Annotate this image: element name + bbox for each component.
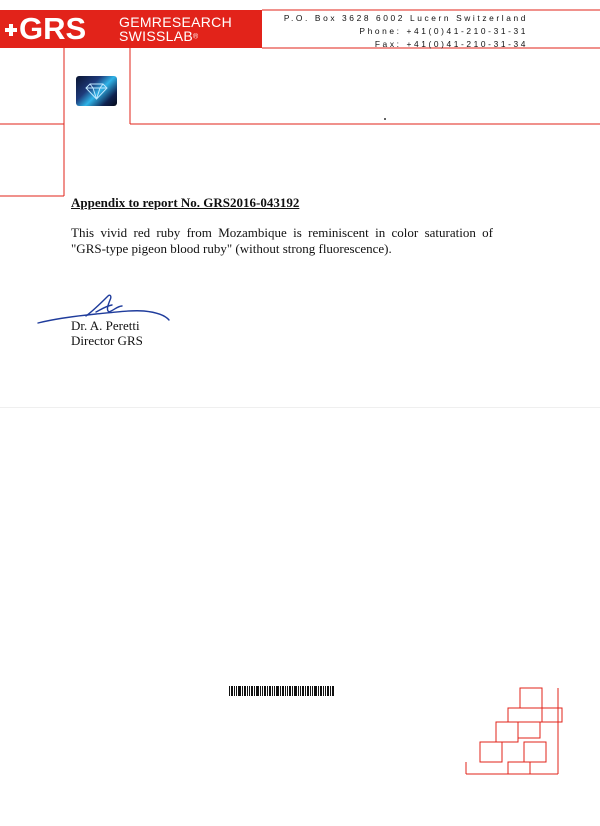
signer-name: Dr. A. Peretti <box>71 318 140 333</box>
diamond-hologram-icon <box>76 76 117 106</box>
fold-line <box>0 407 600 408</box>
swiss-cross-icon <box>5 24 17 36</box>
corner-cross-pattern <box>466 688 562 774</box>
phone-line: Phone: +41(0)41-210-31-31 <box>359 26 528 36</box>
appendix-content <box>71 195 493 257</box>
registered-mark: ® <box>192 33 199 41</box>
address-line: P.O. Box 3628 6002 Lucern Switzerland <box>283 13 528 23</box>
barcode <box>229 686 334 696</box>
logo-subtitle <box>119 15 232 44</box>
appendix-body: This vivid red ruby from Mozambique is reminiscent in color saturation of "GRS-type pigeon blood ruby" (without strong fluorescence). <box>71 225 493 256</box>
fax-line: Fax: +41(0)41-210-31-34 <box>374 39 528 49</box>
speck <box>384 118 386 120</box>
logo-line-gemresearch: GEMRESEARCH <box>119 14 232 30</box>
grs-logo: GRS <box>19 11 87 46</box>
address-block <box>270 12 528 51</box>
logo-line-swisslab: SWISSLAB <box>119 28 193 44</box>
signer-block <box>71 318 143 348</box>
appendix-heading: Appendix to report No. GRS2016-043192 <box>71 195 300 210</box>
brand-header-bar <box>0 10 262 48</box>
signer-title: Director GRS <box>71 333 143 348</box>
